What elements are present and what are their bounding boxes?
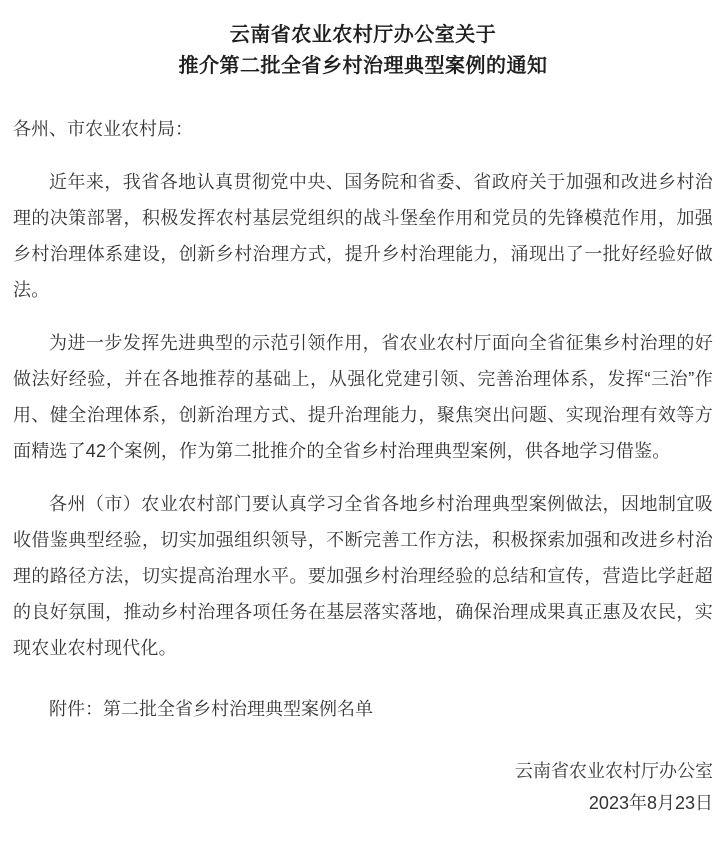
document-title-line-1: 云南省农业农村厅办公室关于 [229, 24, 497, 46]
document-title [13, 20, 713, 82]
issuing-office-signature: 云南省农业农村厅办公室 [515, 761, 713, 781]
signoff-block [13, 755, 713, 819]
paragraph-background: 近年来，我省各地认真贯彻党中央、国务院和省委、省政府关于加强和改进乡村治理的决策部署，积极发挥农村基层党组织的战斗堡垒作用和党员的先锋模范作用，加强乡村治理体系建设，创新乡村治理方式，提升乡村治理能力，涌现出了一批好经验好做法。 [13, 172, 713, 300]
salutation-line: 各州、市农业农村局： [13, 119, 193, 139]
paragraph-requirements: 各州（市）农业农村部门要认真学习全省各地乡村治理典型案例做法，因地制宜吸收借鉴典型经验，切实加强组织领导，不断完善工作方法，积极探索加强和改进乡村治理的路径方法，切实提高治理水平。要加强乡村治理经验的总结和宣传，营造比学赶超的良好氛围，推动乡村治理各项任务在基层落实落地，确保治理成果真正惠及农民，实现农业农村现代化。 [13, 494, 713, 658]
attachment-reference: 附件：第二批全省乡村治理典型案例名单 [49, 699, 373, 719]
issue-date: 2023年8月23日 [588, 793, 713, 813]
document-title-line-2: 推介第二批全省乡村治理典型案例的通知 [178, 55, 548, 77]
paragraph-case-selection: 为进一步发挥先进典型的示范引领作用，省农业农村厅面向全省征集乡村治理的好做法好经验，并在各地推荐的基础上，从强化党建引领、完善治理体系，发挥“三治”作用、健全治理体系，创新治理方式、提升治理能力，聚焦突出问题、实现治理有效等方面精选了42个案例，作为第二批推介的全省乡村治理典型案例，供各地学习借鉴。 [13, 333, 713, 461]
